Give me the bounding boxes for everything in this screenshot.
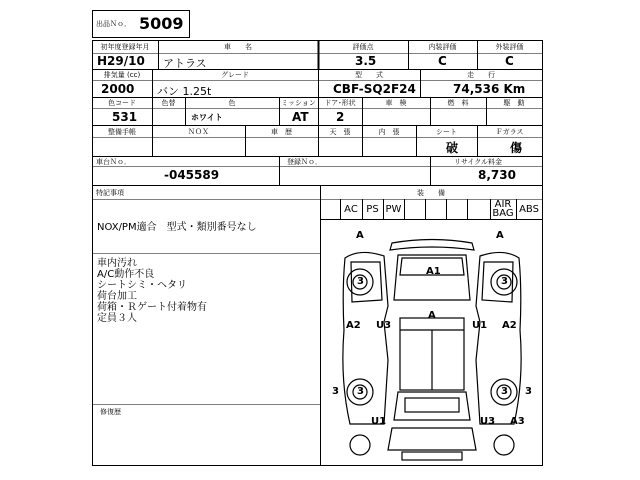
fglass-label: Ｆガラス [495,128,524,136]
interior-lining-label: 内 張 [378,128,400,136]
inspection-label: 車 検 [385,99,407,107]
displacement: 2000 [101,82,135,96]
damage-mark: A [428,310,436,321]
remarks-note: NOX/PM適合 型式・類別番号なし [97,222,257,233]
cc-label: 排気量 (cc) [103,71,141,79]
remark-line: 荷台加工 [97,291,137,302]
damage-mark: A [356,230,364,241]
score-value: 3.5 [355,54,377,68]
remarks-list [97,258,207,324]
fuel-label: 燃 料 [447,99,469,107]
interior-grade: C [438,54,447,68]
remark-line: 荷箱・Ｒゲート付着物有 [97,302,207,313]
equipment-airbag: AIR BAG [492,199,514,219]
model-label: 型 式 [355,71,383,79]
registration-number-label: 登録Ｎｏ． [287,158,322,166]
lot-number: 5009 [139,14,184,33]
damage-mark: 3 [332,386,339,397]
nox-label: ＮＯＸ [188,128,209,136]
damage-mark: U3 [480,416,496,427]
equipment-ps: PS [366,204,379,215]
repair-history-label: 修復歴 [100,408,121,416]
registration-year: H29/10 [97,54,145,68]
doors-label: ドア･形状 [324,99,356,107]
score-label: 評価点 [352,43,374,51]
damage-mark: A1 [426,266,441,277]
equipment-ac: AC [344,204,358,215]
damage-mark: 3 [525,386,532,397]
year-label: 初年度登録年月 [100,43,150,51]
sunroof-label: 天 張 [329,128,351,136]
color-code: 531 [112,110,138,124]
damage-mark: A2 [346,320,361,331]
color-code-label: 色コード [108,99,136,107]
remark-line: 定員３人 [97,313,137,324]
color-label: 色 [228,99,236,107]
damage-mark: 3 [501,386,508,397]
equipment-label: 装 備 [417,189,445,197]
fglass-condition: 傷 [510,141,523,155]
mileage: 74,536 Km [453,82,526,96]
seat-label: シート [436,128,457,136]
damage-mark: A2 [502,320,517,331]
recycle-fee-label: リサイクル料金 [454,158,503,166]
manual-label: 整備手帳 [108,128,136,136]
car-name-label: 車 名 [224,43,252,51]
history-label: 車 歴 [271,128,292,136]
color-value: ホワイト [191,113,223,122]
damage-mark: 3 [357,386,364,397]
recycle-fee: 8,730 [478,168,516,182]
drive-label: 駆 動 [503,99,525,107]
car-name: アトラス [163,57,207,70]
lot-number-label: 出品Ｎｏ． [96,20,131,28]
damage-mark: A3 [510,416,525,427]
grade-label: グレード [221,71,249,79]
chassis-label: 車台Ｎｏ． [96,158,131,166]
color-change-label: 色替 [161,99,176,107]
chassis-number: -045589 [164,168,220,182]
interior-grade-label: 内装評価 [428,43,457,51]
damage-mark: U3 [376,320,392,331]
grade: バン 1.25t [157,85,212,98]
remark-line: シートシミ・ヘタリ [97,280,187,291]
damage-mark: U1 [472,320,488,331]
damage-mark: A [496,230,504,241]
equipment-pw: PW [385,204,402,215]
equipment-abs: ABS [519,204,539,215]
model-code: CBF-SQ2F24 [333,82,416,96]
exterior-grade: C [505,54,514,68]
remark-line: 車内汚れ [97,258,137,269]
damage-mark: 3 [357,276,364,287]
seat-condition: 破 [446,141,459,155]
remarks-label: 特記事項 [96,189,124,197]
remark-line: A/C動作不良 [97,269,155,280]
damage-mark: 3 [501,276,508,287]
mileage-label: 走 行 [467,71,495,79]
exterior-grade-label: 外装評価 [495,43,524,51]
door-count: 2 [336,110,345,124]
damage-mark: U1 [371,416,387,427]
transmission: AT [292,110,309,124]
transmission-label: ミッション [281,99,316,107]
